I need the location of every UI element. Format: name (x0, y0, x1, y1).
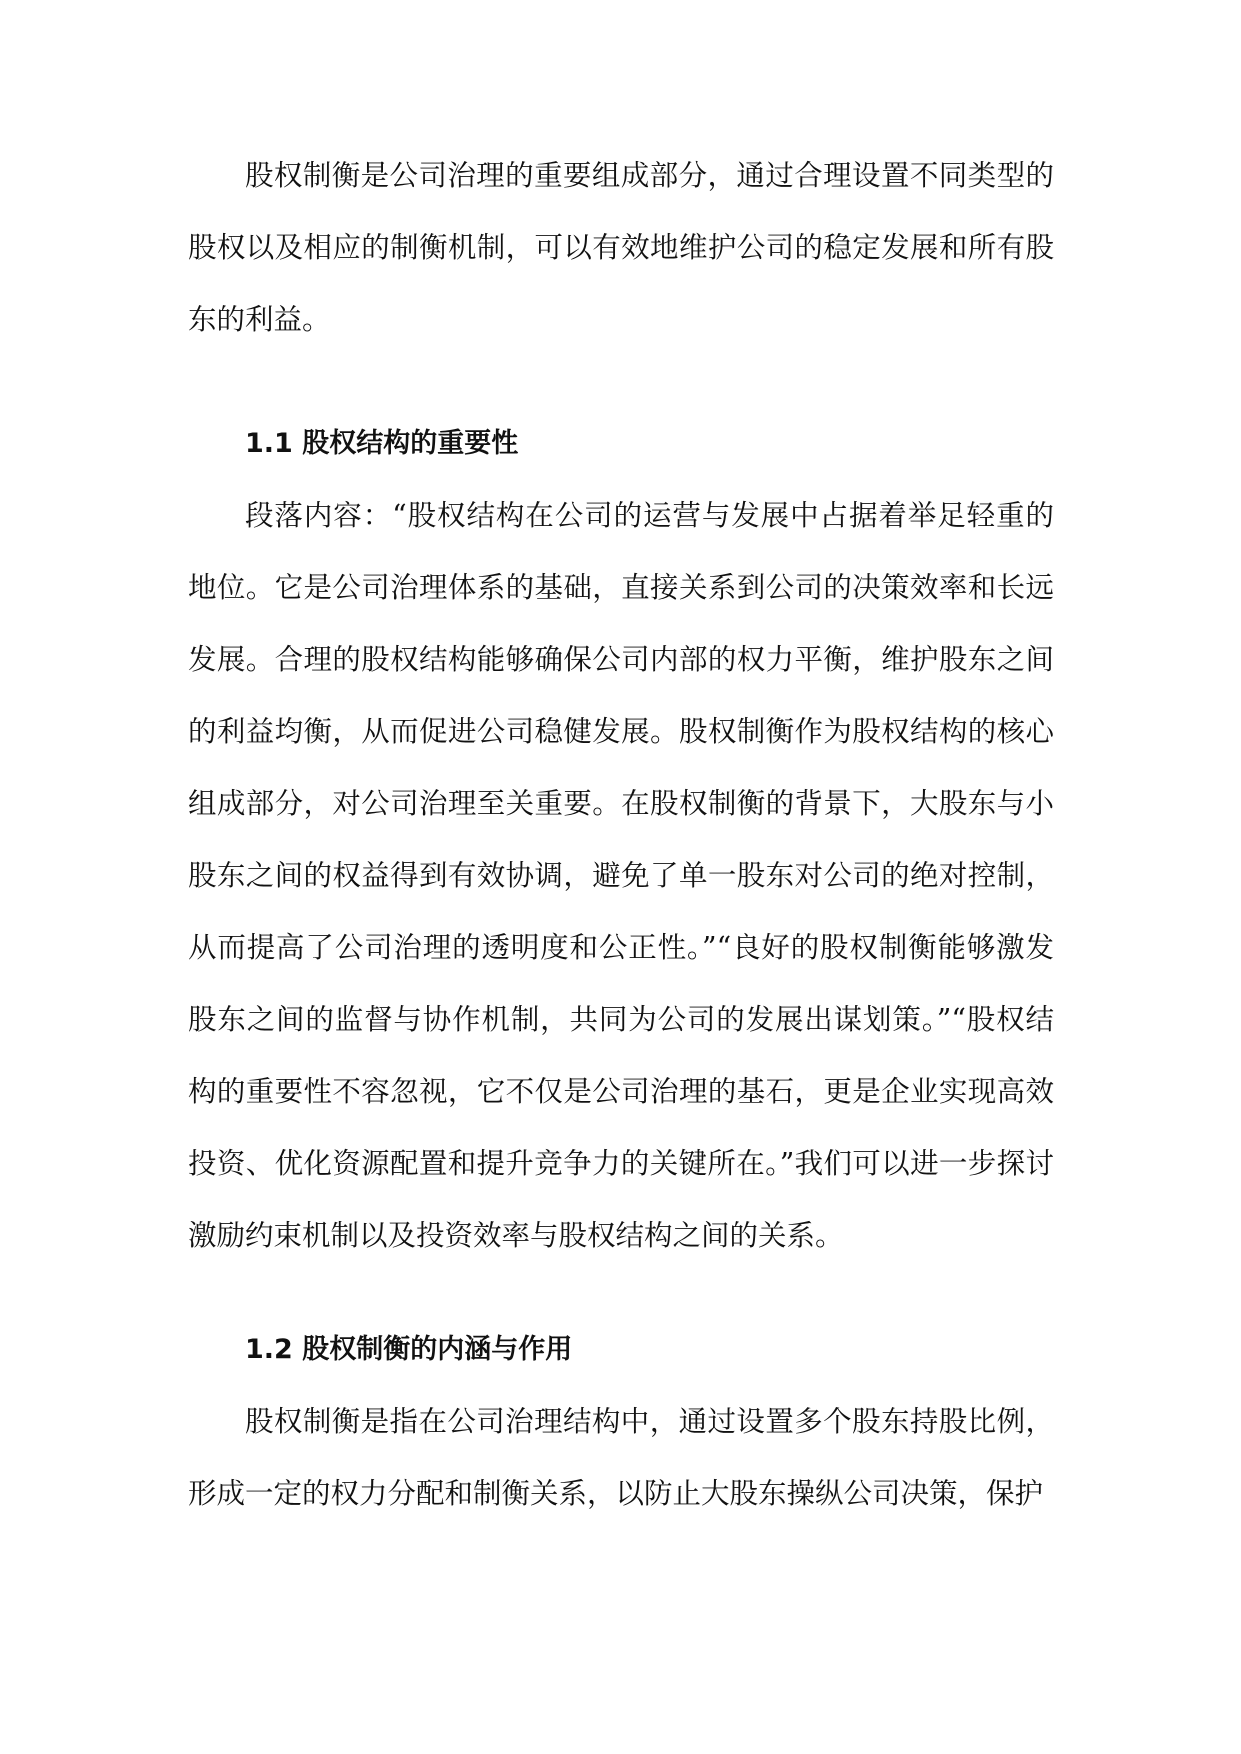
section-spacer (188, 1272, 1054, 1314)
section-heading-1-2: 1.2 股权制衡的内涵与作用 (245, 1334, 573, 1365)
section-spacer (188, 356, 1054, 408)
section-1-1-paragraph: 段落内容：“股权结构在公司的运营与发展中占据着举足轻重的地位。它是公司治理体系的基础，直接关系到公司的决策效率和长远发展。合理的股权结构能够确保公司内部的权力平衡，维护股东之间的利益均衡，从而促进公司稳健发展。股权制衡作为股权结构的核心组成部分，对公司治理至关重要。在股权制衡的背景下，大股东与小股东之间的权益得到有效协调，避免了单一股东对公司的绝对控制，从而提高了公司治理的透明度和公正性。”“良好的股权制衡能够激发股东之间的监督与协作机制，共同为公司的发展出谋划策。”“股权结构的重要性不容忽视，它不仅是公司治理的基石，更是企业实现高效投资、优化资源配置和提升竞争力的关键所在。”我们可以进一步探讨激励约束机制以及投资效率与股权结构之间的关系。 (188, 499, 1054, 1252)
section-1-2-paragraph: 股权制衡是指在公司治理结构中，通过设置多个股东持股比例，形成一定的权力分配和制衡关系，以防止大股东操纵公司决策，保护 (188, 1405, 1054, 1510)
intro-paragraph: 股权制衡是公司治理的重要组成部分，通过合理设置不同类型的股权以及相应的制衡机制，可以有效地维护公司的稳定发展和所有股东的利益。 (188, 159, 1054, 336)
section-heading-1-1: 1.1 股权结构的重要性 (245, 428, 519, 459)
document-body (188, 140, 1054, 1530)
